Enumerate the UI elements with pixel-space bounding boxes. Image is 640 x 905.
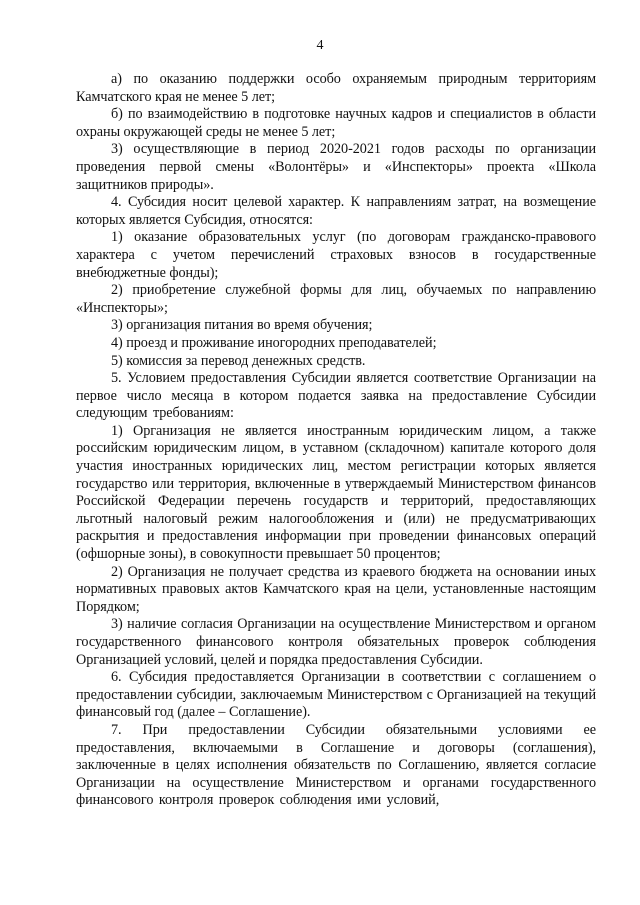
paragraph-item-3-expenses: 3) осуществляющие в период 2020-2021 годов расходы по организации проведения первой смены «Волонтёры» и «Инспекторы» проекта «Школа защитников природы».: [76, 141, 596, 193]
paragraph-cost-item-1: 1) оказание образовательных услуг (по договорам гражданско-правового характера с учетом перечислений страховых взносов в государственные внебюджетные фонды);: [76, 229, 596, 281]
paragraph-cost-item-2: 2) приобретение служебной формы для лиц, обучаемых по направлению «Инспекторы»;: [76, 282, 596, 316]
paragraph-cost-item-5: 5) комиссия за перевод денежных средств.: [111, 352, 366, 369]
paragraph-item-b: б) по взаимодействию в подготовке научных кадров и специалистов в области охраны окружающей среды не менее 5 лет;: [76, 106, 596, 140]
paragraph-cost-item-3: 3) организация питания во время обучения;: [111, 317, 373, 334]
paragraph-section-6: 6. Субсидия предоставляется Организации в соответствии с соглашением о предоставлении субсидии, заключаемым Министерством с Организацией на текущий финансовый год (далее – Соглашение).: [76, 669, 596, 721]
document-body: [76, 71, 596, 810]
paragraph-section-7: 7. При предоставлении Субсидии обязательными условиями ее предоставления, включаемыми в Соглашение и договоры (соглашения), заключенные в целях исполнения обязательств по Соглашению, является согласие Организации на осуществление Министерством и органами государственного финансового контроля проверок соблюдения ими условий,: [76, 721, 596, 809]
paragraph-section-5: 5. Условием предоставления Субсидии является соответствие Организации на первое число месяца в котором подается заявка на предоставление Субсидии следующим требованиям:: [76, 370, 596, 422]
paragraph-requirement-1: 1) Организация не является иностранным юридическим лицом, а также российским юридическим лицом, в уставном (складочном) капитале которого доля участия иностранных юридических лиц, местом регистрации которых является государство или территория, включенные в утверждаемый Министерством финансов Российской Федерации перечень государств и территорий, предоставляющих льготный налоговый режим налогообложения и (или) не предусматривающих раскрытия и предоставления информации при проведении финансовых операций (офшорные зоны), в совокупности превышает 50 процентов;: [76, 422, 596, 563]
paragraph-item-a: а) по оказанию поддержки особо охраняемым природным территориям Камчатского края не менее 5 лет;: [76, 71, 596, 105]
page-number: 4: [316, 38, 324, 53]
paragraph-cost-item-4: 4) проезд и проживание иногородних преподавателей;: [111, 334, 437, 351]
paragraph-section-4: 4. Субсидия носит целевой характер. К направлениям затрат, на возмещение которых является Субсидия, относятся:: [76, 194, 596, 228]
paragraph-requirement-2: 2) Организация не получает средства из краевого бюджета на основании иных нормативных правовых актов Камчатского края на цели, установленные настоящим Порядком;: [76, 563, 596, 615]
paragraph-requirement-3: 3) наличие согласия Организации на осуществление Министерством и органом государственного финансового контроля обязательных проверок соблюдения Организацией условий, целей и порядка предоставления Субсидии.: [76, 616, 596, 668]
